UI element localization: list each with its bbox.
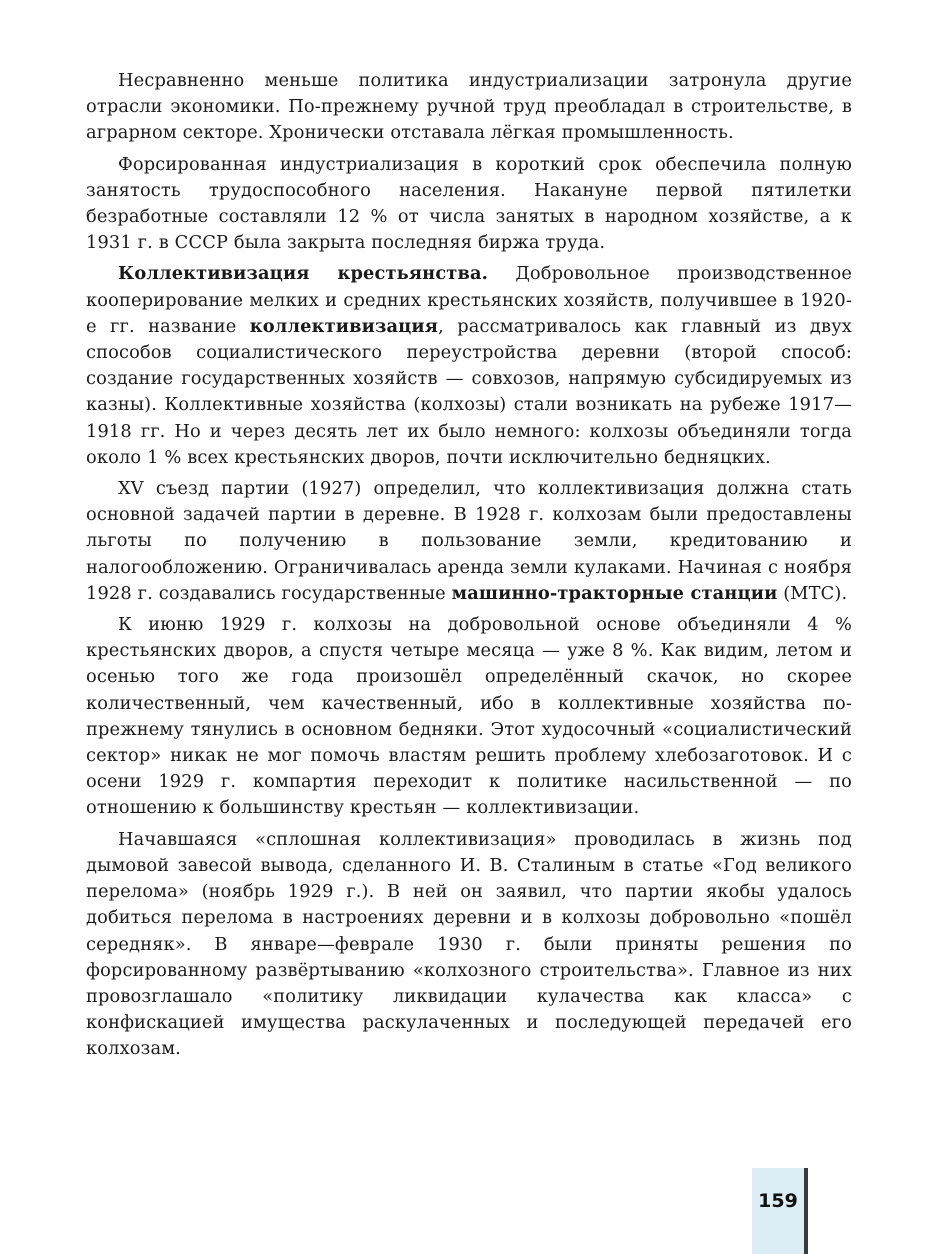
paragraph-5: [86, 612, 852, 822]
paragraph-3-text-a: Добровольное производственное кооперирование мелких и средних крестьянских хозяйств, получившее в 1920-е гг. название: [86, 263, 852, 337]
text-column: [86, 68, 852, 1063]
paragraph-2-text: Форсированная индустриализация в короткий срок обеспечила полную занятость трудоспособного населения. Накануне первой пятилетки безработные составляли 12 % от числа занятых в народном хозяйстве, а к 1931 г. в СССР была закрыта последняя биржа труда.: [86, 153, 852, 254]
paragraph-5-text: К июню 1929 г. колхозы на добровольной основе объединяли 4 % крестьянских дворов, а спустя четыре месяца — уже 8 %. Как видим, летом и осенью того же года произошёл определённый скачок, но скорее количественный, чем качественный, ибо в коллективные хозяйства по-прежнему тянулись в основном бедняки. Этот худосочный «социалистический сектор» никак не мог помочь властям решить проблему хлебозаготовок. И с осени 1929 г. компартия переходит к политике насильственной — по отношению к большинству крестьян — коллективизации.: [86, 614, 852, 819]
section-heading-collectivization: Коллективизация крестьянства.: [118, 263, 488, 285]
page-number: 159: [758, 1190, 798, 1212]
paragraph-1-text: Несравненно меньше политика индустриализации затронула другие отрасли экономики. По-прежнему ручной труд преобладал в строительстве, в аграрном секторе. Хронически отставала лёгкая промышленность.: [86, 70, 852, 144]
paragraph-4-text-b: (МТС).: [777, 582, 848, 604]
term-collectivization: коллективизация: [249, 315, 439, 337]
paragraph-2: [86, 152, 852, 257]
paragraph-4-text-a: XV съезд партии (1927) определил, что коллективизация должна стать основной задачей партии в деревне. В 1928 г. колхозам были предоставлены льготы по получению в пользование земли, кредитованию и налогообложению. Ограничивалась аренда земли кулаками. Начиная с ноября 1928 г. создавались государственные: [86, 478, 852, 604]
term-mts: машинно-тракторные станции: [451, 582, 778, 604]
paragraph-3-text-b: , рассматривалось как главный из двух способов социалистического переустройства деревни (второй способ: создание государственных хозяйств — совхозов, напрямую субсидируемых из казны). Коллективные хозяйства (колхозы) стали возникать на рубеже 1917—1918 гг. Но и через десять лет их было немного: колхозы объединяли тогда около 1 % всех крестьянских дворов, почти исключительно бедняцких.: [86, 315, 852, 468]
paragraph-1: [86, 68, 852, 147]
paragraph-4: [86, 476, 852, 607]
paragraph-6-text: Начавшаяся «сплошная коллективизация» проводилась в жизнь под дымовой завесой вывода, сделанного И. В. Сталиным в статье «Год великого перелома» (ноябрь 1929 г.). В ней он заявил, что партии якобы удалось добиться перелома в настроениях деревни и в колхозы добровольно «пошёл середняк». В январе—феврале 1930 г. были приняты решения по форсированному развёртыванию «колхозного строительства». Главное из них провозглашало «политику ликвидации кулачества как класса» с конфискацией имущества раскулаченных и последующей передачей его колхозам.: [86, 828, 852, 1060]
paragraph-6: [86, 827, 852, 1063]
paragraph-3: [86, 261, 852, 471]
